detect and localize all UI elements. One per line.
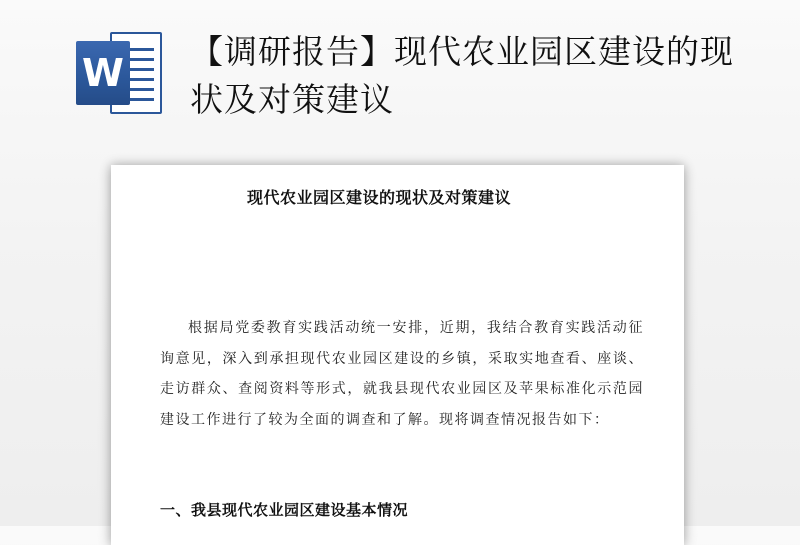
document-page	[111, 165, 684, 545]
header-title: 【调研报告】现代农业园区建设的现状及对策建议	[190, 32, 734, 119]
word-document-icon	[76, 32, 162, 114]
document-title: 现代农业园区建设的现状及对策建议	[246, 188, 511, 207]
body-paragraph: 根据局党委教育实践活动统一安排，近期，我结合教育实践活动征询意见，深入到承担现代农业园区建设的乡镇，采取实地查看、座谈、走访群众、查阅资料等形式，就我县现代农业园区及苹果标准化示范园建设工作进行了较为全面的调查和了解。现将调查情况报告如下：	[160, 320, 644, 428]
header-banner	[0, 0, 800, 140]
section-heading: 一、我县现代农业园区建设基本情况	[160, 501, 409, 519]
word-w-badge: W	[76, 41, 130, 105]
